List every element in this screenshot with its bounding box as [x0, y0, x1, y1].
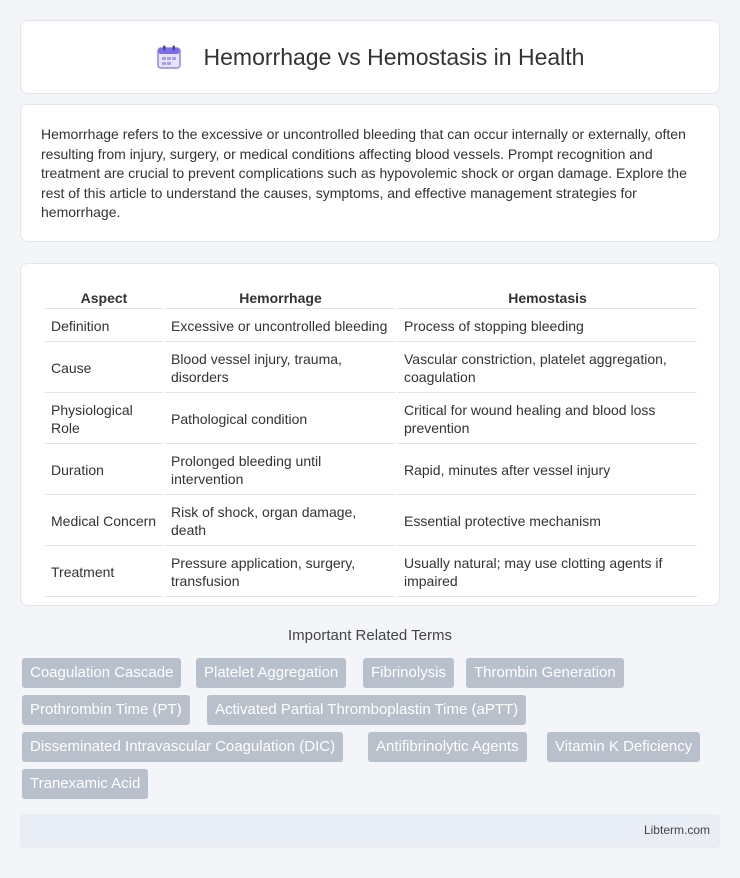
term-tag-platelet-aggregation[interactable]: Platelet Aggregation [196, 658, 346, 688]
term-tag-fibrinolysis[interactable]: Fibrinolysis [363, 658, 454, 688]
table-cell: Duration [45, 446, 163, 495]
comparison-table-card [20, 263, 720, 606]
term-tag-coagulation-cascade[interactable]: Coagulation Cascade [22, 658, 181, 688]
footer-site-link[interactable]: Libterm.com [643, 823, 710, 837]
calendar-icon [156, 44, 182, 70]
table-row [45, 446, 697, 495]
table-row [45, 311, 697, 342]
term-tag-vitamin-k-deficiency[interactable]: Vitamin K Deficiency [547, 732, 700, 762]
table-cell: Medical Concern [45, 497, 163, 546]
table-cell: Blood vessel injury, trauma, disorders [165, 344, 396, 393]
page-title: Hemorrhage vs Hemostasis in Health [203, 43, 585, 70]
table-cell: Excessive or uncontrolled bleeding [165, 311, 396, 342]
table-cell: Physiological Role [45, 395, 163, 444]
table-row [45, 548, 697, 597]
table-cell: Usually natural; may use clotting agents if impaired [398, 548, 697, 597]
table-cell: Essential protective mechanism [398, 497, 697, 546]
table-cell: Critical for wound healing and blood loss prevention [398, 395, 697, 444]
table-cell: Pressure application, surgery, transfusion [165, 548, 396, 597]
table-cell: Cause [45, 344, 163, 393]
table-cell: Pathological condition [165, 395, 396, 444]
column-header-aspect: Aspect [45, 286, 163, 309]
term-tag-antifibrinolytic-agents[interactable]: Antifibrinolytic Agents [368, 732, 527, 762]
column-header-hemorrhage: Hemorrhage [165, 286, 396, 309]
intro-text: Hemorrhage refers to the excessive or uncontrolled bleeding that can occur internally or externally, often resulting from injury, surgery, or medical conditions affecting blood vessels. Prompt recognition and treatment are crucial to prevent complications such as hypovolemic shock or organ damage. Explore the rest of this article to understand the causes, symptoms, and effective management strategies for hemorrhage. [41, 126, 687, 220]
table-cell: Rapid, minutes after vessel injury [398, 446, 697, 495]
footer [20, 814, 720, 848]
column-header-hemostasis: Hemostasis [398, 286, 697, 309]
table-cell: Vascular constriction, platelet aggregation, coagulation [398, 344, 697, 393]
table-row [45, 344, 697, 393]
term-tag-dic[interactable]: Disseminated Intravascular Coagulation (DIC) [22, 732, 343, 762]
table-cell: Risk of shock, organ damage, death [165, 497, 396, 546]
comparison-table [43, 284, 699, 599]
term-tag-aptt[interactable]: Activated Partial Thromboplastin Time (aPTT) [207, 695, 526, 725]
term-tag-prothrombin-time[interactable]: Prothrombin Time (PT) [22, 695, 190, 725]
table-row [45, 497, 697, 546]
table-cell: Prolonged bleeding until intervention [165, 446, 396, 495]
table-cell: Treatment [45, 548, 163, 597]
table-cell: Definition [45, 311, 163, 342]
header-card [20, 20, 720, 94]
term-tag-tranexamic-acid[interactable]: Tranexamic Acid [22, 769, 148, 799]
table-row [45, 395, 697, 444]
intro-card [20, 104, 720, 242]
related-terms-title: Important Related Terms [288, 627, 452, 644]
term-tag-thrombin-generation[interactable]: Thrombin Generation [466, 658, 624, 688]
table-cell: Process of stopping bleeding [398, 311, 697, 342]
table-header-row [45, 286, 697, 309]
